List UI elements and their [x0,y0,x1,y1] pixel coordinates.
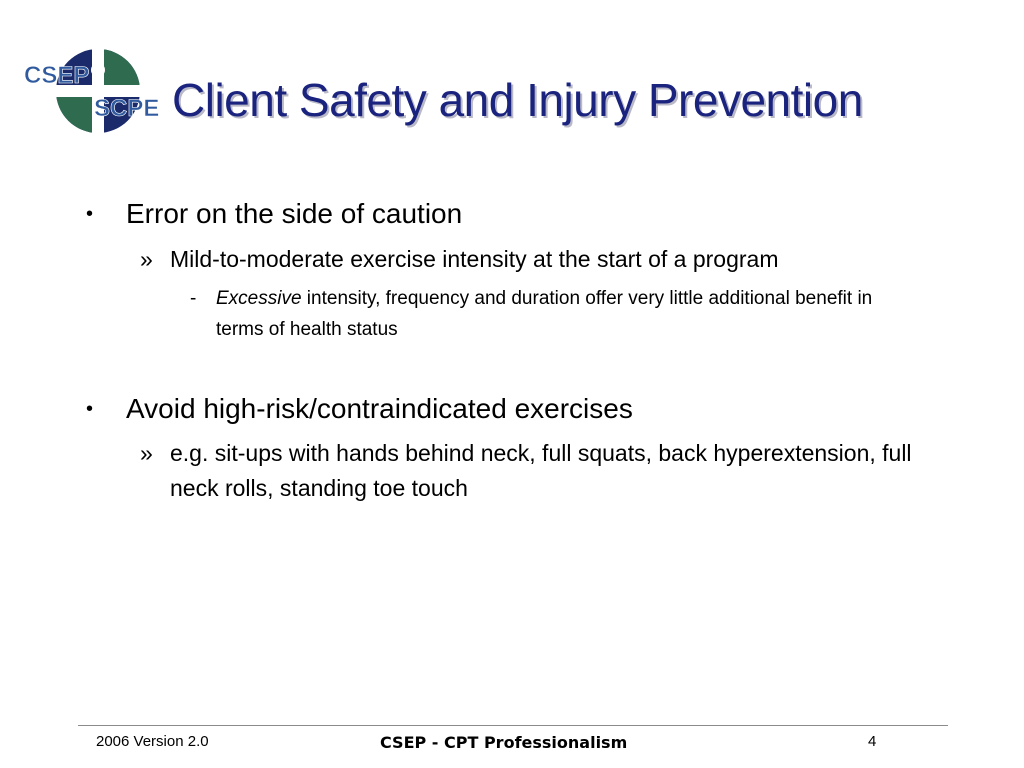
page-number: 4 [868,733,877,750]
bullet-marker: • [86,398,94,420]
logo-text-top: CSEP [24,62,90,89]
sub-bullet-marker: » [140,246,153,272]
footer-version: 2006 Version 2.0 [96,733,209,750]
sub-bullet-text: Mild-to-moderate exercise intensity at the start of a program [170,246,779,272]
bullet-marker: • [86,203,94,225]
sub-sub-bullet-marker: - [190,288,197,309]
bullet-text: Error on the side of caution [126,198,463,229]
sub-sub-bullet-body: intensity, frequency and duration offer very little additional benefit in terms of health status [216,288,873,340]
slide-title: Client Safety and Injury Prevention [172,74,863,126]
sub-bullet-text: e.g. sit-ups with hands behind neck, full squats, back hyperextension, full neck rolls, standing toe touch [170,440,912,501]
footer-divider [78,725,948,726]
bullet-text: Avoid high-risk/contraindicated exercises [126,393,633,424]
emphasis-text: Excessive [216,288,302,309]
csep-scpe-logo [22,46,162,136]
sub-bullet-marker: » [140,440,153,466]
logo-text-bottom: SCPE [94,95,160,122]
footer-title: CSEP - CPT Professionalism [380,733,628,752]
sub-sub-bullet-text [216,283,896,345]
